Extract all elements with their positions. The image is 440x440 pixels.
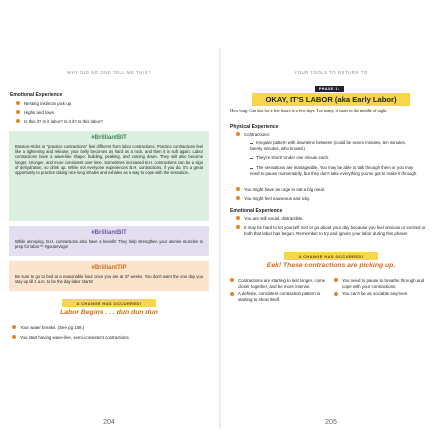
intro-text: How long: Can last for a few hours to a few days. Too many, it starts in the middle of night.: [230, 108, 388, 113]
change-headline: Eek! These contractions are picking up.: [266, 262, 396, 269]
sub-list-item: They're short! Under one minute each.: [256, 155, 330, 160]
left-page-number: 204: [103, 419, 115, 426]
brilliant-tip-tag: #BrilliantTIP: [91, 265, 127, 271]
bullet-icon: [334, 278, 338, 282]
bullet-icon: [236, 216, 240, 220]
brilliant-tip-text: Be sure to go to bed at a reasonable hour once you are at 37 weeks. You don't want the one day you stay up till 1 a.m. to be the day labor starts!: [15, 274, 203, 285]
bullet-icon: [236, 132, 240, 136]
bullet-icon: [16, 101, 20, 105]
bullet-icon: [230, 292, 234, 296]
dash-icon: [250, 143, 253, 144]
physical-heading: Physical Experience: [230, 124, 279, 130]
list-item: Your water breaks. (See pg 108.): [12, 325, 84, 331]
brilliant-bit-tag: #BrilliantBIT: [91, 230, 127, 236]
list-item: You need to pause to breathe through and cope with your contractions.: [334, 278, 432, 289]
list-item: Nesting instincts pick up: [16, 101, 71, 107]
list-item: You might have an urge to eat a big meal.: [236, 187, 325, 193]
dash-icon: [250, 168, 253, 169]
bullet-icon: [16, 110, 20, 114]
change-column-left: [230, 278, 328, 302]
change-banner: A CHANGE HAS OCCURRED!: [62, 299, 156, 307]
list-item: Contractions:: [236, 132, 270, 138]
list-item: You start having wave-like, semi-consistent contractions.: [12, 335, 130, 341]
phase-label: PHASE 1:: [315, 86, 344, 92]
bullet-icon: [12, 335, 16, 339]
brilliant-bit-tag: #BrilliantBIT: [91, 135, 127, 141]
bullet-icon: [236, 225, 240, 229]
list-item: You might feel nauseous and icky.: [236, 196, 310, 202]
list-item: Is this it? Is it labor? Is it it? Is this labor?: [16, 119, 103, 125]
left-running-head: WHY DID NO ONE TELL ME THIS?: [67, 70, 151, 75]
gutter: [219, 48, 221, 428]
dash-icon: [250, 158, 253, 159]
right-page-number: 205: [325, 419, 337, 426]
change-headline: Labor Begins . . . dun dun dun: [60, 309, 158, 316]
brilliant-bit-text: Braxton-Hicks or "practice contractions" feel different from labor contractions. Practice contractions feel like a tightening and release; your belly becomes as hard as a rock, and then it is soft again. Labor contractions have a wave-like shape: building, peaking, and coming down. They will also become longer, stronger, and more consistent over time. Sometimes increased B.H. contractions can be a sign of dehydration, so drink up. While not everyone experiences B.H. contractions, if you do, it's a great opportunity to practice taking nice long inhales and exhales as a way to cope with the sensation.: [15, 144, 203, 176]
bullet-icon: [12, 325, 16, 329]
brilliant-bit-box-2: [9, 226, 209, 256]
bullet-icon: [236, 187, 240, 191]
brilliant-tip-box: [9, 261, 209, 291]
left-page: [0, 0, 218, 440]
left-emotional-heading: Emotional Experience: [10, 92, 63, 98]
sub-list-item: Irregular pattern with downtime between (could be seven minutes, ten minutes, twenty minutes, who knows!): [250, 140, 406, 151]
bullet-icon: [16, 119, 20, 123]
list-item: It may be hard to let yourself rest or go about your day because you feel anxious or excited or both that labor has begun. Remember to try and ignore your labor during this phase!: [236, 225, 434, 236]
sub-list-item: The sensations are manageable. You may be able to talk through them or you may need to pause momentarily, but they don't take everything you've got to make it through.: [250, 165, 418, 176]
list-item: Contractions are starting to last longer, come closer together, and be more intense.: [230, 278, 328, 289]
right-running-head: YOUR TOOLS TO RETURN TO: [294, 70, 368, 75]
list-item: You are still social, distractible.: [236, 216, 304, 222]
brilliant-bit-text: While annoying, B.H. contractions also have a benefit! They help strengthen your uterine muscles to prep for labor™ #goutervsgo!: [15, 239, 203, 250]
bullet-icon: [334, 292, 338, 296]
change-banner: A CHANGE HAS OCCURRED!: [284, 252, 378, 260]
list-item: Highs and lows: [16, 110, 54, 116]
bullet-icon: [230, 278, 234, 282]
list-item: You can't be as sociable anymore.: [334, 291, 432, 297]
list-item: A definite, consistent contraction pattern is starting to show itself.: [230, 291, 328, 302]
brilliant-bit-box-1: [9, 131, 209, 221]
phase-title: OKAY, IT'S LABOR (aka Early Labor): [252, 93, 410, 106]
change-column-right: [334, 278, 432, 297]
right-emotional-heading: Emotional Experience: [230, 208, 283, 214]
bullet-icon: [236, 196, 240, 200]
right-page: [222, 0, 440, 440]
